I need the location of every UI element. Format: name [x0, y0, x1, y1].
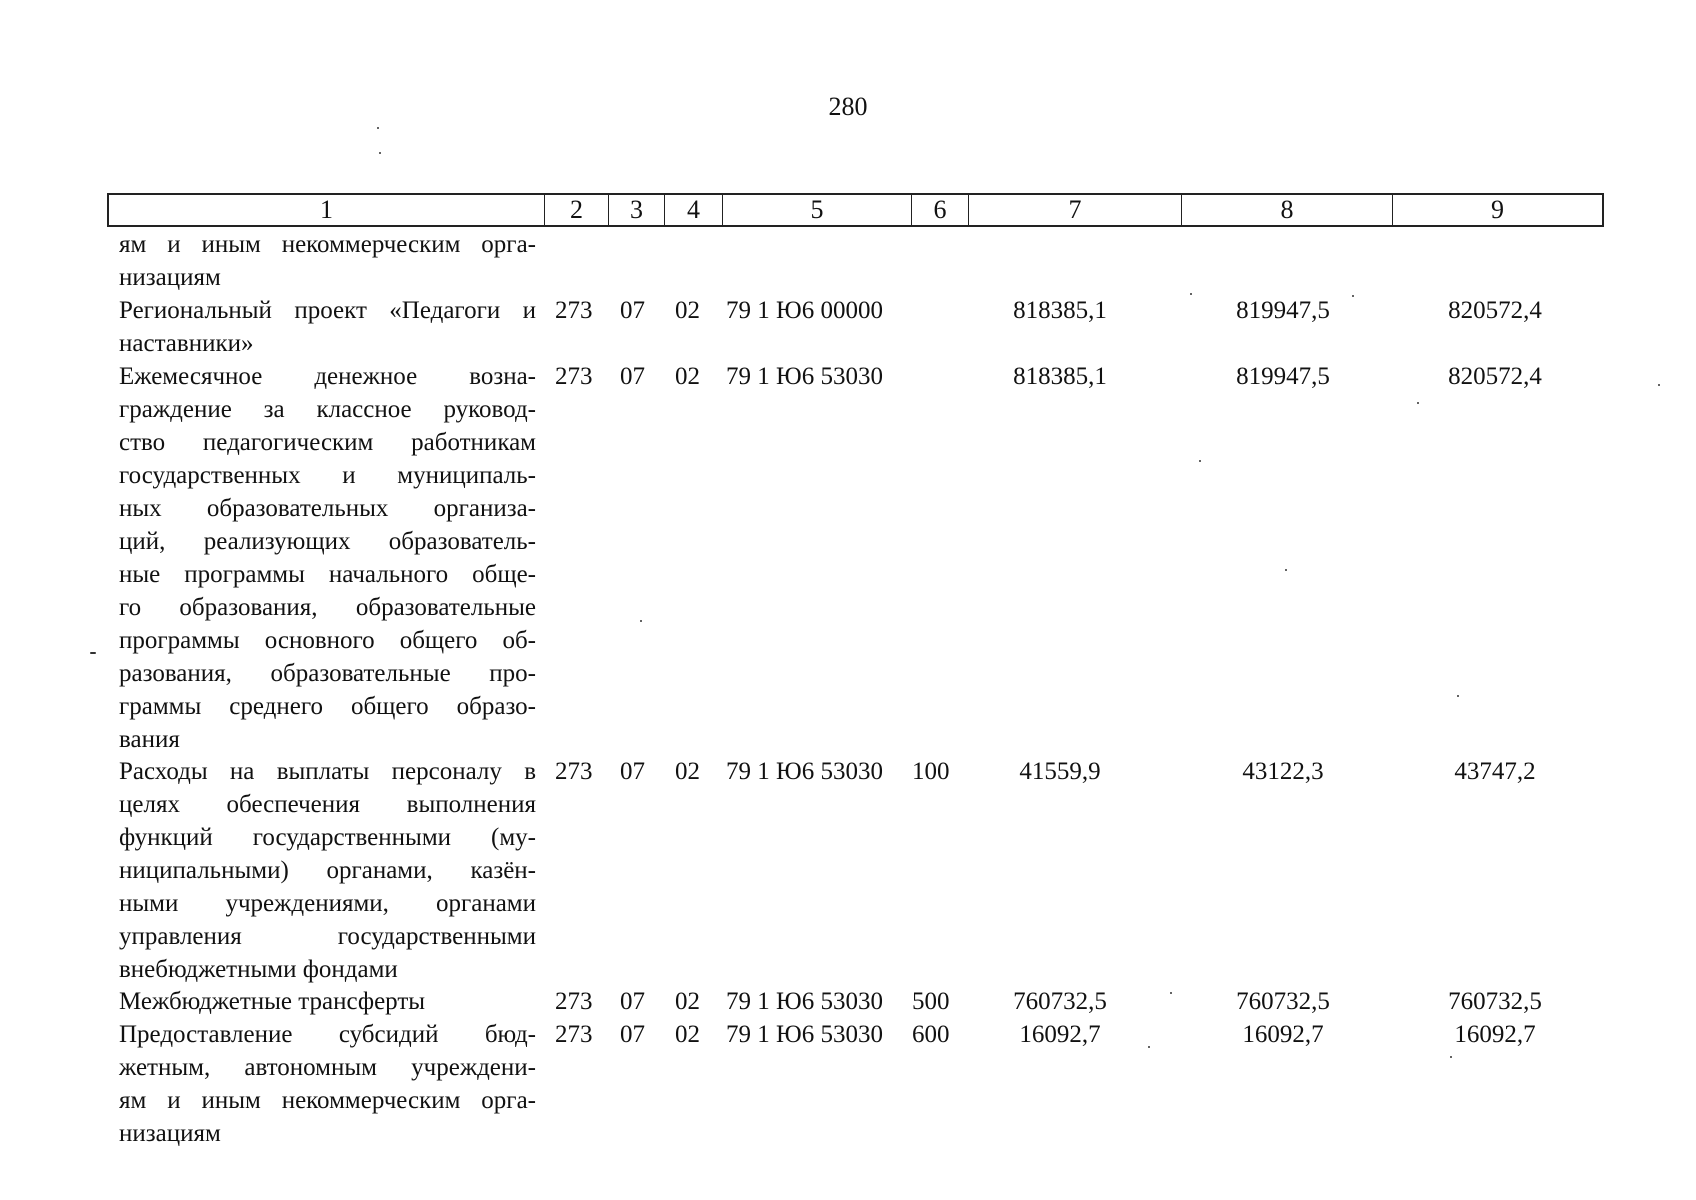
description-line: ными учреждениями, органами: [119, 890, 536, 917]
row-description: [119, 985, 536, 1018]
description-line: ниципальными) органами, казён-: [119, 857, 536, 884]
cell-col-8: 43122,3: [1242, 758, 1324, 785]
header-col-2: 2: [545, 195, 609, 225]
cell-col-6: 100: [912, 758, 950, 785]
cell-col-5: 79 1 Ю6 00000: [726, 297, 883, 324]
cell-col-3: 07: [620, 758, 645, 785]
description-line: внебюджетными фондами: [119, 956, 398, 983]
scan-speck: [1457, 695, 1459, 697]
cell-col-9: 43747,2: [1454, 758, 1536, 785]
cell-col-2: 273: [555, 297, 593, 324]
scan-speck: [1190, 293, 1192, 295]
description-line: жетным, автономным учреждени-: [119, 1054, 536, 1081]
cell-col-4: 02: [675, 988, 700, 1015]
scan-speck: [1352, 295, 1354, 297]
scan-speck: [1417, 402, 1419, 404]
header-col-9: 9: [1491, 195, 1504, 224]
description-line: вания: [119, 726, 180, 753]
description-line: функций государственными (му-: [119, 824, 536, 851]
cell-col-4: 02: [675, 297, 700, 324]
description-line: Предоставление субсидий бюд-: [119, 1021, 536, 1048]
row-description: [119, 755, 536, 986]
description-line: низациям: [119, 264, 221, 291]
description-line: государственных и муниципаль-: [119, 462, 536, 489]
cell-col-5: 79 1 Ю6 53030: [726, 1021, 883, 1048]
scan-speck: [377, 127, 379, 129]
description-line: ям и иным некоммерческим орга-: [119, 1087, 536, 1114]
scan-speck: [1450, 1056, 1452, 1058]
scan-speck: [640, 620, 642, 622]
cell-col-8: 819947,5: [1236, 363, 1330, 390]
cell-col-9: 820572,4: [1448, 363, 1542, 390]
cell-col-3: 07: [620, 988, 645, 1015]
description-line: управления государственными: [119, 923, 536, 950]
cell-col-4: 02: [675, 363, 700, 390]
row-description: [119, 1018, 536, 1150]
cell-col-5: 79 1 Ю6 53030: [726, 363, 883, 390]
scan-speck: [1658, 384, 1660, 386]
cell-col-2: 273: [555, 363, 593, 390]
header-col-7: 7: [969, 195, 1182, 225]
description-line: Расходы на выплаты персоналу в: [119, 758, 536, 785]
scan-speck: [1199, 460, 1201, 462]
description-line: ство педагогическим работникам: [119, 429, 536, 456]
cell-col-9: 760732,5: [1448, 988, 1542, 1015]
cell-col-7: 818385,1: [1013, 297, 1107, 324]
cell-col-5: 79 1 Ю6 53030: [726, 758, 883, 785]
description-line: го образования, образовательные: [119, 594, 536, 621]
description-line: ных образовательных организа-: [119, 495, 536, 522]
description-line: граммы среднего общего образо-: [119, 693, 536, 720]
row-description: [119, 360, 536, 756]
header-col-5: 5: [723, 195, 912, 225]
row-description: [119, 294, 536, 360]
cell-col-3: 07: [620, 1021, 645, 1048]
cell-col-5: 79 1 Ю6 53030: [726, 988, 883, 1015]
scan-speck: [1148, 1046, 1150, 1048]
cell-col-2: 273: [555, 758, 593, 785]
description-line: граждение за классное руковод-: [119, 396, 536, 423]
page-number: 280: [828, 92, 868, 121]
description-line: Региональный проект «Педагоги и: [119, 297, 536, 324]
cell-col-8: 819947,5: [1236, 297, 1330, 324]
header-col-6: 6: [912, 195, 969, 225]
description-line: ям и иным некоммерческим орга-: [119, 231, 536, 258]
table-header: [107, 193, 1604, 227]
cell-col-7: 16092,7: [1019, 1021, 1101, 1048]
description-line: ций, реализующих образователь-: [119, 528, 536, 555]
header-col-8: 8: [1182, 195, 1393, 225]
cell-col-4: 02: [675, 758, 700, 785]
description-line: низациям: [119, 1120, 221, 1147]
cell-col-7: 818385,1: [1013, 363, 1107, 390]
cell-col-7: 41559,9: [1019, 758, 1101, 785]
header-col-1: 1: [109, 195, 545, 225]
header-col-4: 4: [665, 195, 723, 225]
description-line: целях обеспечения выполнения: [119, 791, 536, 818]
cell-col-2: 273: [555, 1021, 593, 1048]
scan-speck: [1170, 992, 1172, 994]
description-line: Ежемесячное денежное возна-: [119, 363, 536, 390]
cell-col-8: 16092,7: [1242, 1021, 1324, 1048]
cell-col-8: 760732,5: [1236, 988, 1330, 1015]
cell-col-7: 760732,5: [1013, 988, 1107, 1015]
description-line: программы основного общего об-: [119, 627, 536, 654]
scan-speck: [1285, 569, 1287, 571]
cell-col-4: 02: [675, 1021, 700, 1048]
cell-col-6: 500: [912, 988, 950, 1015]
description-line: наставники»: [119, 330, 254, 357]
header-col-3: 3: [609, 195, 665, 225]
cell-col-9: 820572,4: [1448, 297, 1542, 324]
cell-col-6: 600: [912, 1021, 950, 1048]
cell-col-2: 273: [555, 988, 593, 1015]
cell-col-9: 16092,7: [1454, 1021, 1536, 1048]
cell-col-3: 07: [620, 297, 645, 324]
description-line: ные программы начального обще-: [119, 561, 536, 588]
scan-speck: [379, 152, 381, 154]
description-line: Межбюджетные трансферты: [119, 988, 426, 1015]
description-line: разования, образовательные про-: [119, 660, 536, 687]
cell-col-3: 07: [620, 363, 645, 390]
scan-speck: [90, 652, 96, 654]
row-description: [119, 228, 536, 294]
